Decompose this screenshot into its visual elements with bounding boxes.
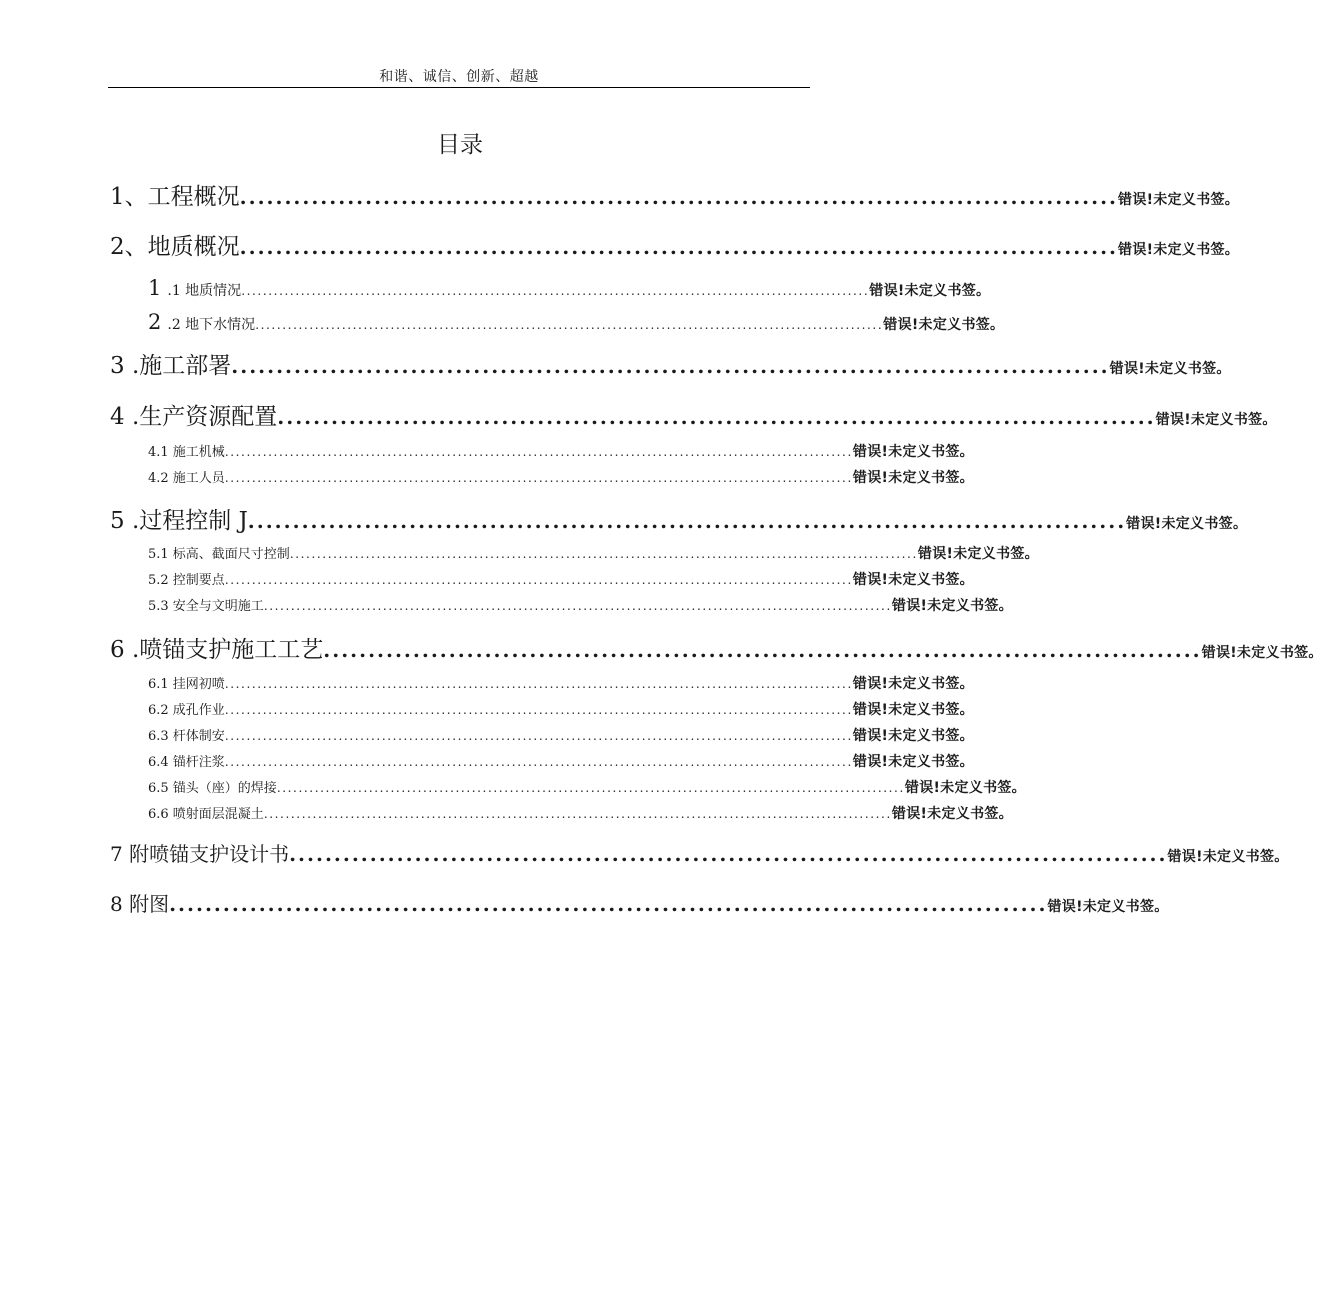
header-divider: [108, 87, 810, 88]
toc-leader-dots: ....................................................................................................................: [263, 807, 892, 821]
toc-title: 目录: [437, 132, 483, 158]
toc-entry-text: .1 地质情况: [167, 283, 242, 299]
toc-page-ref: 错误!未定义书签。: [891, 806, 1013, 822]
toc-entry-label: 4.2 施工人员: [148, 471, 225, 486]
toc-leader-dots: ....................................................................................................................: [241, 284, 870, 298]
toc-leader-dots: ..................................................................................................: [277, 405, 1156, 429]
toc-entry-label: 4.1 施工机械: [148, 445, 225, 460]
toc-entry-label: 4 .生产资源配置: [110, 404, 278, 430]
toc-entry[interactable]: [110, 502, 1248, 535]
toc-page-ref: 错误!未定义书签。: [1118, 192, 1240, 208]
toc-entry-label: 6 .喷锚支护施工工艺: [110, 637, 324, 663]
toc-page-ref: 错误!未定义书签。: [852, 470, 974, 486]
toc-page-ref: 错误!未定义书签。: [1201, 645, 1323, 661]
toc-entry-label: [148, 276, 241, 300]
toc-page-ref: 错误!未定义书签。: [1155, 412, 1277, 428]
toc-leader-dots: ....................................................................................................................: [224, 573, 853, 587]
toc-entry[interactable]: [148, 803, 1013, 823]
toc-leader-dots: ..................................................................................................: [289, 842, 1168, 866]
toc-entry-label: 8 附图: [110, 892, 170, 916]
toc-entry[interactable]: [148, 569, 974, 589]
toc-page-ref: 错误!未定义书签。: [917, 546, 1039, 562]
toc-entry-number: 2: [148, 310, 162, 334]
toc-entry[interactable]: [148, 467, 974, 487]
toc-page-ref: 错误!未定义书签。: [904, 780, 1026, 796]
toc-entry-label: 5.3 安全与文明施工: [148, 599, 264, 614]
toc-entry-label: 6.1 挂网初喷: [148, 677, 225, 692]
toc-entry[interactable]: [148, 777, 1026, 797]
toc-page-ref: 错误!未定义书签。: [852, 754, 974, 770]
toc-entry[interactable]: [110, 398, 1277, 431]
toc-page-ref: 错误!未定义书签。: [1167, 849, 1289, 865]
toc-entry-label: 7 附喷锚支护设计书: [110, 842, 290, 866]
toc-entry[interactable]: [110, 228, 1240, 261]
toc-leader-dots: ..................................................................................................: [239, 235, 1119, 259]
toc-entry-number: 1: [148, 276, 162, 300]
toc-page-ref: 错误!未定义书签。: [852, 444, 974, 460]
toc-page-ref: 错误!未定义书签。: [852, 728, 974, 744]
toc-page-ref: 错误!未定义书签。: [852, 572, 974, 588]
toc-leader-dots: ..................................................................................................: [239, 185, 1119, 209]
toc-entry-text: .2 地下水情况: [167, 317, 256, 333]
toc-leader-dots: ....................................................................................................................: [255, 318, 884, 332]
toc-entry[interactable]: [148, 751, 974, 771]
toc-entry[interactable]: [148, 441, 974, 461]
toc-page-ref: 错误!未定义书签。: [852, 676, 974, 692]
toc-leader-dots: ....................................................................................................................: [263, 599, 892, 613]
toc-entry[interactable]: [148, 543, 1039, 563]
toc-page-ref: 错误!未定义书签。: [869, 283, 991, 299]
toc-leader-dots: ....................................................................................................................: [289, 547, 918, 561]
toc-page-ref: 错误!未定义书签。: [891, 598, 1013, 614]
toc-entry[interactable]: [110, 631, 1323, 664]
toc-entry-label: 6.2 成孔作业: [148, 703, 225, 718]
toc-leader-dots: ....................................................................................................................: [276, 781, 905, 795]
toc-entry-label: 6.6 喷射面层混凝土: [148, 807, 264, 822]
toc-entry[interactable]: [110, 888, 1169, 917]
toc-entry-label: 6.4 锚杆注浆: [148, 755, 225, 770]
toc-leader-dots: ....................................................................................................................: [224, 445, 853, 459]
toc-entry[interactable]: [148, 673, 974, 693]
toc-page-ref: 错误!未定义书签。: [1047, 899, 1169, 915]
toc-leader-dots: ....................................................................................................................: [224, 703, 853, 717]
toc-entry-label: 6.5 锚头（座）的焊接: [148, 781, 277, 796]
toc-entry[interactable]: [110, 347, 1231, 380]
toc-leader-dots: ..................................................................................................: [323, 638, 1202, 662]
toc-leader-dots: ..................................................................................................: [247, 509, 1127, 533]
toc-leader-dots: ..................................................................................................: [231, 354, 1110, 378]
toc-page-ref: 错误!未定义书签。: [1126, 516, 1248, 532]
toc-entry-label: 3 .施工部署: [110, 353, 232, 379]
toc-entry-label: 1、工程概况: [110, 184, 240, 210]
toc-entry[interactable]: [148, 276, 991, 300]
toc-entry[interactable]: [148, 699, 974, 719]
toc-leader-dots: ..................................................................................................: [169, 892, 1048, 916]
toc-page-ref: 错误!未定义书签。: [852, 702, 974, 718]
toc-page-ref: 错误!未定义书签。: [1118, 242, 1240, 258]
toc-entry[interactable]: [110, 838, 1289, 867]
toc-leader-dots: ....................................................................................................................: [224, 755, 853, 769]
toc-entry[interactable]: [110, 178, 1240, 211]
toc-entry-label: 6.3 杆体制安: [148, 729, 225, 744]
toc-entry-label: 5.2 控制要点: [148, 573, 225, 588]
toc-entry-label: 5 .过程控制 J: [110, 508, 248, 534]
header-motto: 和谐、诚信、创新、超越: [379, 69, 539, 85]
toc-page-ref: 错误!未定义书签。: [1109, 361, 1231, 377]
toc-entry-label: 5.1 标高、截面尺寸控制: [148, 547, 290, 562]
toc-leader-dots: ....................................................................................................................: [224, 729, 853, 743]
toc-entry[interactable]: [148, 595, 1013, 615]
toc-entry[interactable]: [148, 725, 974, 745]
toc-leader-dots: ....................................................................................................................: [224, 677, 853, 691]
toc-entry[interactable]: [148, 310, 1005, 334]
toc-leader-dots: ....................................................................................................................: [224, 471, 853, 485]
toc-entry-label: 2、地质概况: [110, 234, 240, 260]
toc-page-ref: 错误!未定义书签。: [883, 317, 1005, 333]
toc-entry-label: [148, 310, 255, 334]
